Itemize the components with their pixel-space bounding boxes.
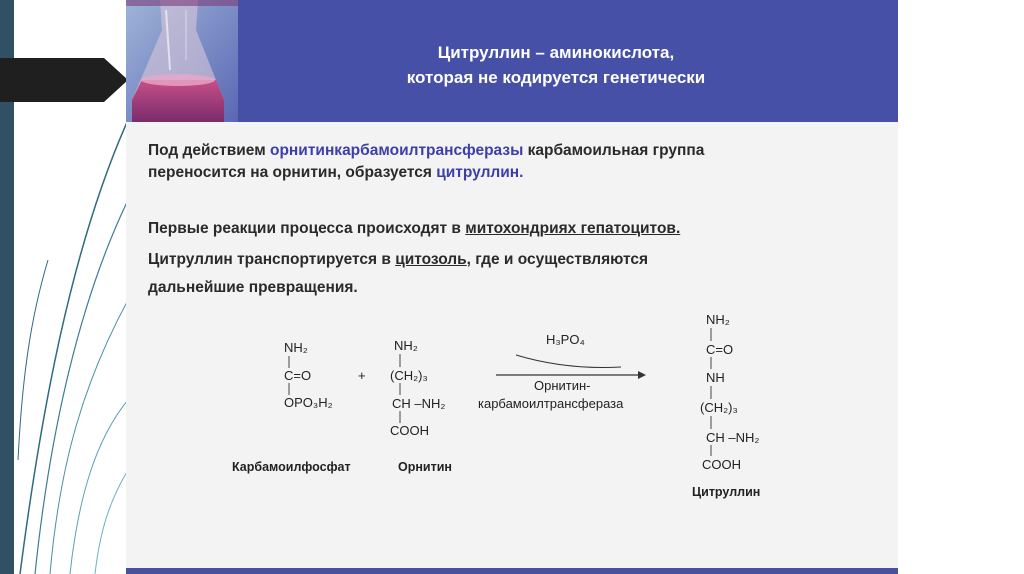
- arrow-tab-icon: [0, 58, 128, 102]
- para3-text-2: , где и осуществляются: [466, 251, 649, 268]
- location-mitochondria: митохондриях гепатоцитов.: [465, 220, 681, 237]
- orn-label: Орнитин: [398, 460, 452, 474]
- cp-nh2: NH₂: [284, 340, 308, 355]
- orn-ch-nh2: CH –NH₂: [392, 396, 446, 411]
- enzyme-name: орнитинкарбамоилтрансферазы: [270, 142, 524, 159]
- para1-text-3: переносится на орнитин, образуется: [148, 164, 437, 181]
- cit-nh: NH: [706, 370, 725, 385]
- title-line-2: которая не кодируется генетически: [406, 68, 706, 87]
- para1-text-2: карбамоильная группа: [523, 142, 705, 159]
- reaction-scheme: [126, 0, 898, 574]
- orn-ch2: (CH₂)₃: [390, 368, 428, 383]
- cit-cooh: COOH: [702, 457, 741, 472]
- cp-opo3h2: OPO₃H₂: [284, 395, 333, 410]
- title-line-1: Цитруллин – аминокислота,: [437, 43, 675, 62]
- cit-ch2: (CH₂)₃: [700, 400, 738, 415]
- para1-text: Под действием: [148, 142, 270, 159]
- slide: [126, 0, 898, 574]
- cp-co: C=O: [284, 368, 312, 383]
- orn-nh2: NH₂: [394, 338, 418, 353]
- cit-label: Цитруллин: [692, 485, 761, 499]
- location-cytosol: цитозоль: [395, 251, 467, 268]
- para2-text: Первые реакции процесса происходят в: [148, 220, 466, 237]
- arrow-h3po4: H₃PO₄: [546, 332, 585, 347]
- orn-cooh: COOH: [390, 423, 429, 438]
- cit-nh2: NH₂: [706, 312, 730, 327]
- cit-co: C=O: [706, 342, 734, 357]
- plus-sign: +: [358, 368, 366, 383]
- slide-bottom-bar: [126, 568, 898, 574]
- para3-text: Цитруллин транспортируется в: [148, 251, 396, 268]
- para3-text-3: дальнейшие превращения.: [148, 279, 358, 296]
- enzyme-line-2: карбамоилтрансфераза: [478, 396, 624, 411]
- bond-lines: [126, 0, 898, 574]
- cit-ch-nh2: CH –NH₂: [706, 430, 760, 445]
- cp-label: Карбамоилфосфат: [232, 460, 351, 474]
- product-name: цитруллин.: [436, 164, 524, 181]
- enzyme-line-1: Орнитин-: [534, 378, 591, 393]
